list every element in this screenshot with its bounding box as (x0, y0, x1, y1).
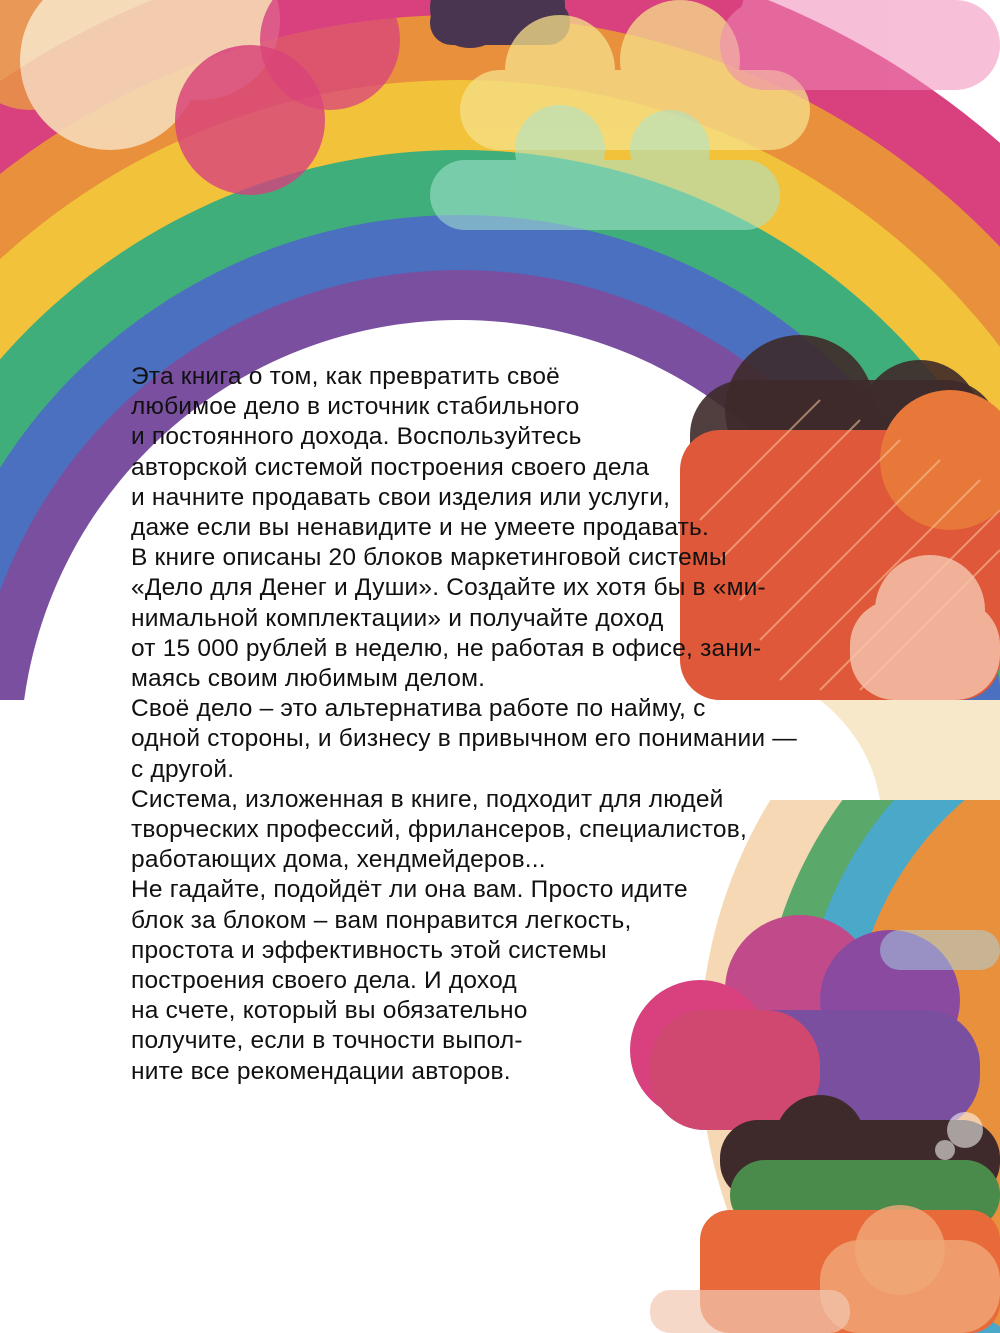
text-line: с другой. (131, 755, 235, 783)
text-line: работающих дома, хендмейдеров... (131, 846, 546, 874)
text-line: на счете, который вы обязательно (131, 997, 528, 1025)
text-line: от 15 000 рублей в неделю, не работая в офисе, зани- (131, 634, 762, 662)
cloud-accent-blue (880, 930, 1000, 970)
text-line: Система, изложенная в книге, подходит для людей (131, 785, 724, 813)
text-line: творческих профессий, фрилансеров, специалистов, (131, 816, 747, 844)
text-line: нимальной комплектации» и получайте доход (131, 604, 664, 632)
text-line: одной стороны, и бизнесу в привычном его понимании — (131, 725, 798, 753)
text-line: построения своего дела. И доход (131, 967, 517, 995)
text-line: Своё дело – это альтернатива работе по найму, с (131, 695, 706, 723)
text-line: даже если вы ненавидите и не умеете продавать. (131, 514, 710, 542)
text-line: получите, если в точности выпол- (131, 1027, 523, 1055)
text-line: любимое дело в источник стабильного (131, 393, 580, 421)
text-line: ните все рекомендации авторов. (131, 1057, 511, 1085)
text-line: «Дело для Денег и Души». Создайте их хотя бы в «ми- (131, 574, 766, 602)
cloud-upper-right (720, 0, 1000, 90)
text-line: авторской системой построения своего дела (131, 453, 650, 481)
text-line: В книге описаны 20 блоков маркетинговой системы (131, 544, 727, 572)
text-line: блок за блоком – вам понравится легкость, (131, 906, 632, 934)
text-line: и постоянного дохода. Воспользуйтесь (131, 423, 582, 451)
cloud-lower-orange (650, 1205, 1000, 1333)
text-line: маясь своим любимым делом. (131, 665, 486, 693)
text-line: простота и эффективность этой системы (131, 936, 607, 964)
text-line: Не гадайте, подойдёт ли она вам. Просто идите (131, 876, 688, 904)
text-line: и начните продавать свои изделия или услуги, (131, 483, 671, 511)
book-description (131, 362, 811, 1087)
text-line: Эта книга о том, как превратить своё (131, 363, 561, 390)
